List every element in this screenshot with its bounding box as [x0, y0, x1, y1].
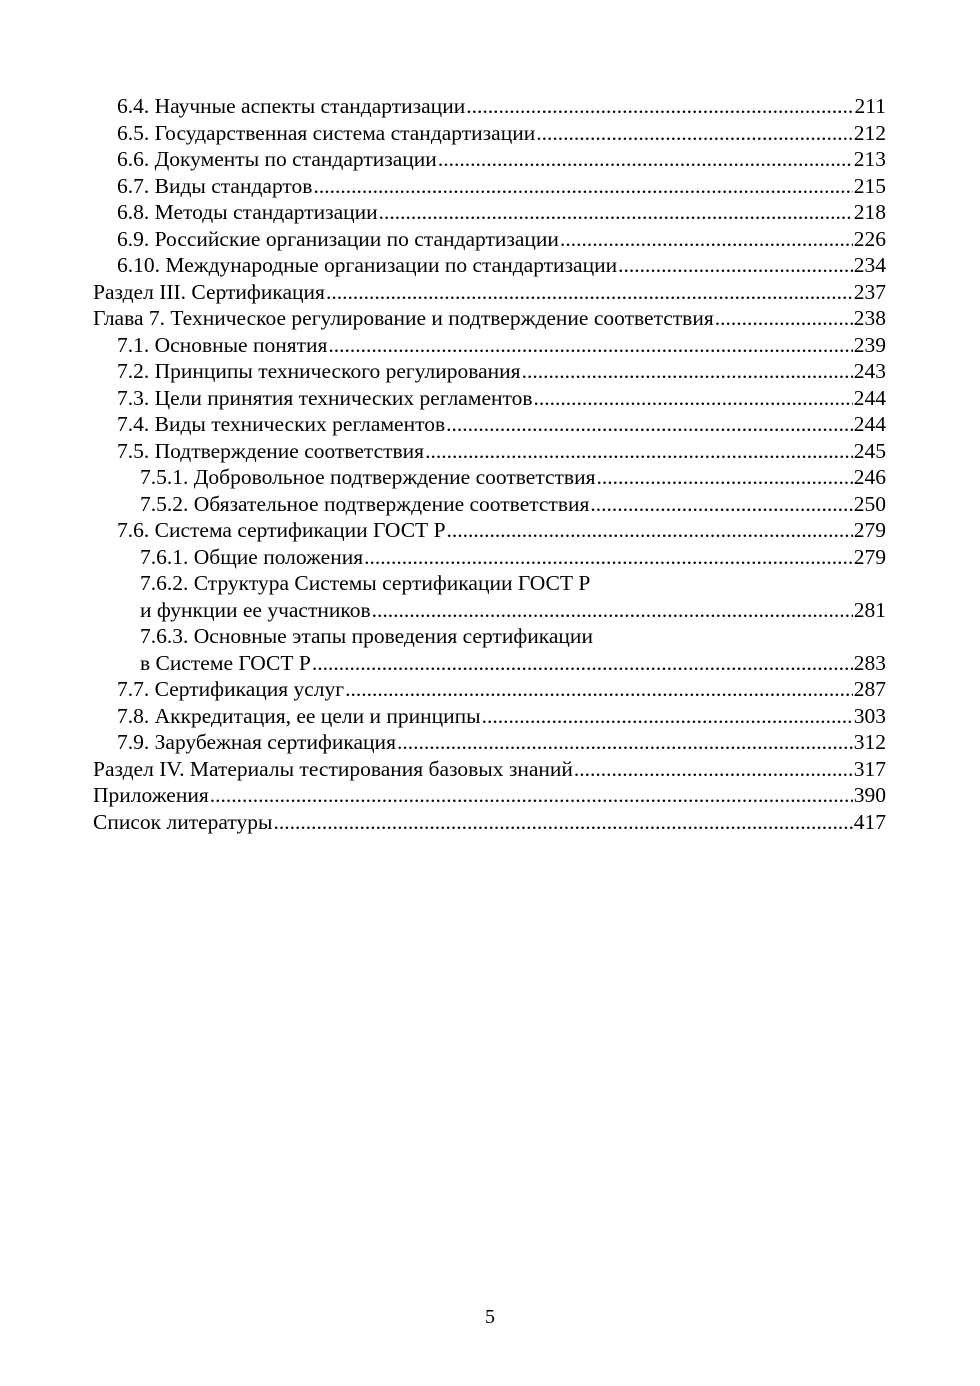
- toc-entry: [93, 226, 886, 253]
- toc-dot-leader: [312, 650, 853, 677]
- table-of-contents: [93, 93, 886, 835]
- toc-entry: [93, 570, 886, 597]
- toc-entry-title: 7.1. Основные понятия: [117, 332, 328, 357]
- toc-entry-page: 250: [853, 491, 886, 516]
- toc-entry-title: 6.9. Российские организации по стандартизации: [117, 226, 559, 251]
- toc-entry: [93, 411, 886, 438]
- toc-dot-leader: [273, 809, 852, 836]
- toc-entry-title: 6.4. Научные аспекты стандартизации: [117, 94, 466, 118]
- toc-entry-title: Раздел IV. Материалы тестирования базовых знаний: [93, 756, 573, 781]
- toc-dot-leader: [425, 438, 853, 465]
- toc-entry: [93, 385, 886, 412]
- toc-entry: [93, 623, 886, 650]
- toc-entry-title: 7.3. Цели принятия технических регламентов: [117, 385, 533, 410]
- toc-entry: [93, 597, 886, 624]
- toc-entry-title: 7.4. Виды технических регламентов: [117, 412, 446, 436]
- toc-entry-page: 244: [853, 412, 886, 436]
- toc-entry-page: 312: [853, 730, 886, 754]
- toc-entry: [93, 650, 886, 677]
- toc-entry-page: 281: [853, 597, 886, 622]
- toc-dot-leader: [438, 146, 853, 173]
- toc-entry: [93, 491, 886, 518]
- toc-dot-leader: [618, 252, 853, 279]
- toc-entry-page: 226: [853, 226, 886, 251]
- toc-entry: [93, 93, 886, 120]
- toc-entry-page: 211: [854, 94, 886, 118]
- toc-entry-page: 283: [853, 650, 886, 675]
- toc-entry-title: 7.6. Система сертификации ГОСТ Р: [117, 518, 446, 542]
- toc-entry-title: 7.7. Сертификация услуг: [117, 677, 345, 701]
- toc-dot-leader: [364, 544, 853, 571]
- page-number: 5: [485, 1306, 495, 1328]
- toc-entry: [93, 305, 886, 332]
- toc-entry-title: 6.10. Международные организации по стандартизации: [117, 253, 618, 277]
- toc-entry: [93, 279, 886, 306]
- toc-entry-page: 215: [853, 173, 886, 198]
- toc-dot-leader: [590, 491, 852, 518]
- toc-entry: [93, 358, 886, 385]
- toc-dot-leader: [313, 173, 852, 200]
- toc-entry: [93, 517, 886, 544]
- toc-dot-leader: [560, 226, 853, 253]
- toc-dot-leader: [447, 517, 853, 544]
- toc-entry-title: 6.5. Государственная система стандартизации: [117, 120, 536, 145]
- toc-entry-title: 7.9. Зарубежная сертификация: [117, 730, 396, 754]
- toc-entry-title: 7.6.1. Общие положения: [140, 544, 364, 569]
- toc-entry-title: в Системе ГОСТ Р: [140, 650, 311, 675]
- toc-entry-page: 279: [853, 518, 886, 542]
- toc-entry-page: 213: [853, 147, 886, 171]
- toc-entry-page: 317: [853, 756, 886, 781]
- toc-dot-leader: [482, 703, 853, 730]
- toc-dot-leader: [345, 676, 853, 703]
- toc-dot-leader: [715, 305, 853, 332]
- toc-entry: [93, 146, 886, 173]
- toc-entry: [93, 703, 886, 730]
- toc-dot-leader: [397, 729, 853, 756]
- toc-entry: [93, 438, 886, 465]
- toc-entry: [93, 464, 886, 491]
- toc-entry-title: 7.6.3. Основные этапы проведения сертификации: [140, 624, 593, 648]
- toc-entry-page: 279: [853, 544, 886, 569]
- toc-dot-leader: [446, 411, 853, 438]
- toc-entry: [93, 676, 886, 703]
- toc-entry-page: 243: [853, 359, 886, 383]
- toc-entry-title: Глава 7. Техническое регулирование и подтверждение соответствия: [93, 306, 714, 330]
- toc-entry-title: Раздел III. Сертификация: [93, 279, 325, 304]
- toc-dot-leader: [574, 756, 853, 783]
- toc-entry-page: 237: [853, 279, 886, 304]
- toc-dot-leader: [522, 358, 853, 385]
- toc-entry-page: 234: [853, 253, 886, 277]
- toc-entry-page: 218: [853, 200, 886, 224]
- toc-entry: [93, 252, 886, 279]
- toc-entry-page: 390: [853, 783, 886, 807]
- toc-entry-title: 7.6.2. Структура Системы сертификации ГОСТ Р: [140, 571, 591, 595]
- toc-dot-leader: [372, 597, 853, 624]
- toc-entry: [93, 544, 886, 571]
- toc-entry-page: 238: [853, 306, 886, 330]
- toc-dot-leader: [210, 782, 853, 809]
- toc-entry-title: и функции ее участников: [140, 597, 371, 622]
- toc-entry: [93, 756, 886, 783]
- toc-entry: [93, 332, 886, 359]
- toc-dot-leader: [596, 464, 852, 491]
- toc-entry-page: 303: [853, 703, 886, 728]
- toc-dot-leader: [466, 93, 853, 120]
- toc-entry: [93, 782, 886, 809]
- toc-dot-leader: [536, 120, 853, 147]
- toc-entry: [93, 809, 886, 836]
- toc-entry-page: 212: [853, 120, 886, 145]
- toc-entry-page: 244: [853, 385, 886, 410]
- toc-entry: [93, 729, 886, 756]
- toc-dot-leader: [328, 332, 852, 359]
- toc-entry-page: 245: [853, 438, 886, 463]
- toc-entry-title: 6.7. Виды стандартов: [117, 173, 313, 198]
- toc-entry-title: 6.6. Документы по стандартизации: [117, 147, 437, 171]
- toc-entry-page: 246: [853, 465, 886, 489]
- toc-entry-title: 7.2. Принципы технического регулирования: [117, 359, 521, 383]
- toc-dot-leader: [326, 279, 853, 306]
- toc-dot-leader: [534, 385, 853, 412]
- toc-entry-title: Приложения: [93, 783, 209, 807]
- toc-entry-page: 417: [853, 809, 886, 834]
- toc-entry-page: 287: [853, 677, 886, 701]
- toc-entry-title: 6.8. Методы стандартизации: [117, 200, 378, 224]
- toc-entry-title: 7.5. Подтверждение соответствия: [117, 438, 425, 463]
- toc-entry-title: Список литературы: [93, 809, 273, 834]
- toc-entry: [93, 120, 886, 147]
- toc-entry: [93, 173, 886, 200]
- toc-entry-page: 239: [853, 332, 886, 357]
- toc-dot-leader: [379, 199, 853, 226]
- toc-entry-title: 7.5.1. Добровольное подтверждение соответствия: [140, 465, 596, 489]
- toc-entry-title: 7.8. Аккредитация, ее цели и принципы: [117, 703, 481, 728]
- toc-entry: [93, 199, 886, 226]
- toc-entry-title: 7.5.2. Обязательное подтверждение соответствия: [140, 491, 590, 516]
